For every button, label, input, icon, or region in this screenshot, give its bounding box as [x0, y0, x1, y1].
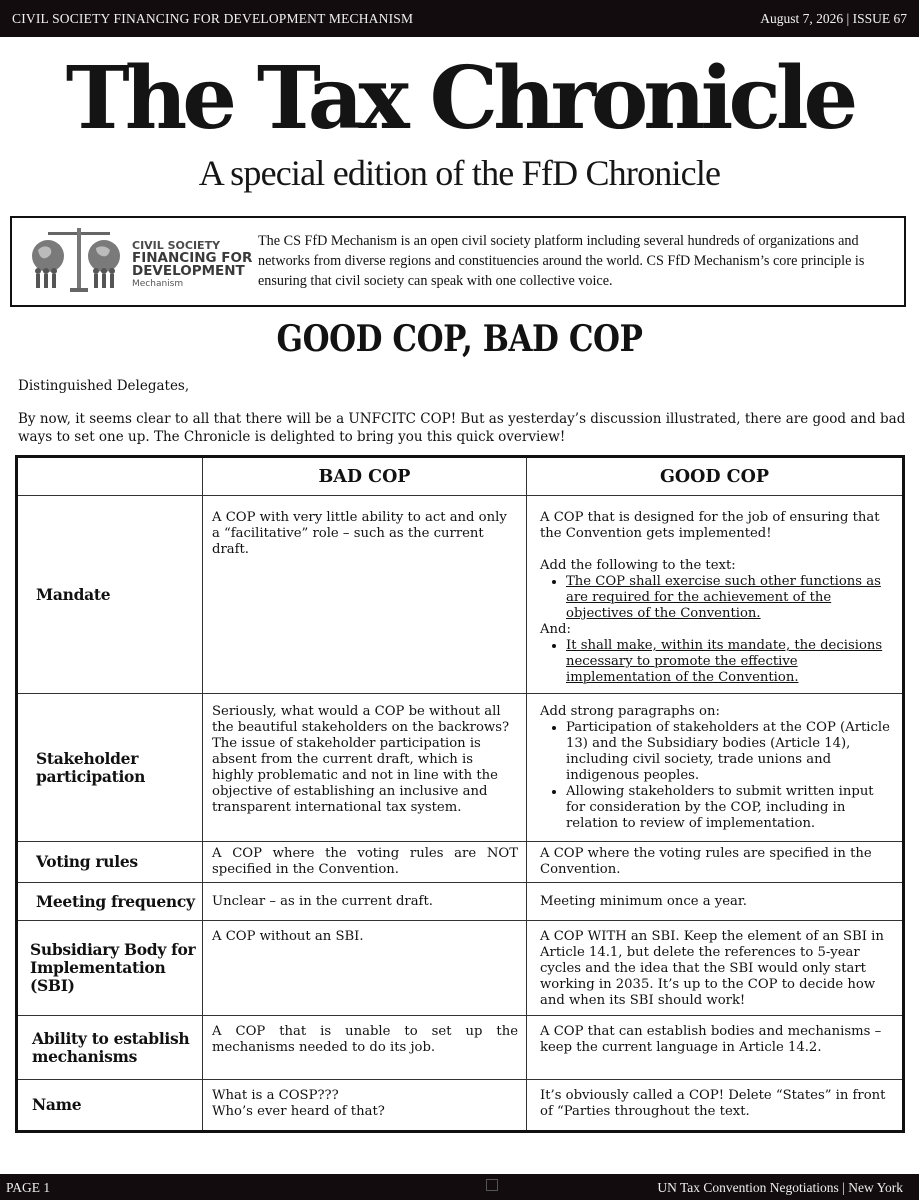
logo-wordmark: CIVIL SOCIETY FINANCING FOR DEVELOPMENT Mechanism — [132, 239, 253, 289]
sbi-good: A COP WITH an SBI. Keep the element of an SBI in Article 14.1, but delete the references to 5-year cycles and the idea that the SBI would only start working in 2035. It’s up to the COP to decide how and when its SBI should work! — [527, 921, 904, 1016]
name-good: It’s obviously called a COP! Delete “States” in front of “Parties throughout the text. — [527, 1080, 904, 1132]
footer-banner — [0, 1174, 919, 1200]
mandate-bad: A COP with very little ability to act and only a “facilitative” role – such as the current draft. — [203, 496, 527, 694]
row-label-name: Name — [17, 1080, 203, 1132]
comparison-table — [15, 455, 905, 1133]
newspaper-title: The Tax Chronicle — [65, 48, 854, 149]
table-header-row — [17, 457, 904, 496]
frequency-bad: Unclear – as in the current draft. — [203, 883, 527, 921]
frequency-good: Meeting minimum once a year. — [527, 883, 904, 921]
list-item: • Allowing stakeholders to submit written input for consideration by the COP, including in relation to review of implementation. — [566, 784, 892, 832]
cs-ffd-logo — [30, 226, 255, 296]
top-banner — [0, 0, 919, 37]
mandate-good: A COP that is designed for the job of ensuring that the Convention gets implemented! Add the following to the text: • The COP shall exercise such other functions as are required for the achievement of the objectives of the Convention. And: • It shall make, within its mandate, the decisions necessary to promote the effective implementation of the Convention. — [527, 496, 904, 694]
row-label-stakeholder: Stakeholder participation — [17, 694, 203, 842]
row-label-mandate: Mandate — [17, 496, 203, 694]
row-label-sbi: Subsidiary Body for Implementation (SBI) — [17, 921, 203, 1016]
organization-name: CIVIL SOCIETY FINANCING FOR DEVELOPMENT MECHANISM — [12, 11, 414, 26]
row-label-frequency: Meeting frequency — [17, 883, 203, 921]
stakeholder-good: Add strong paragraphs on: • Participation of stakeholders at the COP (Article 13) and the Subsidiary bodies (Article 14), including civil society, trade unions and indigenous peoples. • Allowing stakeholders to submit written input for consideration by the COP, including in relation to review of implementation. — [527, 694, 904, 842]
event-name: UN Tax Convention Negotiations | New York — [657, 1180, 903, 1195]
table-row — [17, 842, 904, 883]
intro-paragraph: By now, it seems clear to all that there will be a UNFCITC COP! But as yesterday’s discussion illustrated, there are good and bad ways to set one up. The Chronicle is delighted to bring you this quick overview! — [18, 411, 906, 445]
row-label-voting: Voting rules — [17, 842, 203, 883]
table-row — [17, 496, 904, 694]
scales-globe-icon — [30, 226, 130, 296]
header-good-cop: GOOD COP — [527, 457, 904, 496]
page-number: PAGE 1 — [6, 1180, 51, 1195]
table-row — [17, 883, 904, 921]
about-text: The CS FfD Mechanism is an open civil society platform including several hundreds of organizations and networks from diverse regions and constituencies around the world. CS FfD Mechanism’s core principle is ensuring that civil society can speak with one collective voice. — [258, 233, 865, 289]
stakeholder-bad: Seriously, what would a COP be without all the beautiful stakeholders on the backrows? The issue of stakeholder participation is absent from the current draft, which is highly problematic and not in line with the objective of establishing an inclusive and transparent international tax system. — [203, 694, 527, 842]
table-row — [17, 1016, 904, 1080]
header-empty — [17, 457, 203, 496]
about-box — [10, 216, 906, 307]
header-bad-cop: BAD COP — [203, 457, 527, 496]
table-row — [17, 1080, 904, 1132]
mechanisms-bad: A COP that is unable to set up the mechanisms needed to do its job. — [203, 1016, 527, 1080]
name-bad: What is a COSP??? Who’s ever heard of that? — [203, 1080, 527, 1132]
voting-bad: A COP where the voting rules are NOT specified in the Convention. — [203, 842, 527, 883]
table-row — [17, 921, 904, 1016]
list-item: • The COP shall exercise such other functions as are required for the achievement of the objectives of the Convention. — [566, 574, 892, 622]
list-item: • It shall make, within its mandate, the decisions necessary to promote the effective implementation of the Convention. — [566, 638, 892, 686]
newspaper-subtitle: A special edition of the FfD Chronicle — [198, 153, 721, 193]
table-row — [17, 694, 904, 842]
issue-date: August 7, 2026 | ISSUE 67 — [760, 11, 907, 26]
list-item: • Participation of stakeholders at the COP (Article 13) and the Subsidiary bodies (Article 14), including civil society, trade unions and indigenous peoples. — [566, 720, 892, 784]
row-label-mechanisms: Ability to establish mechanisms — [17, 1016, 203, 1080]
sbi-bad: A COP without an SBI. — [203, 921, 527, 1016]
article-headline: GOOD COP, BAD COP — [276, 318, 643, 360]
square-icon — [486, 1179, 498, 1191]
mechanisms-good: A COP that can establish bodies and mechanisms – keep the current language in Article 14.2. — [527, 1016, 904, 1080]
greeting: Distinguished Delegates, — [18, 378, 190, 394]
voting-good: A COP where the voting rules are specified in the Convention. — [527, 842, 904, 883]
